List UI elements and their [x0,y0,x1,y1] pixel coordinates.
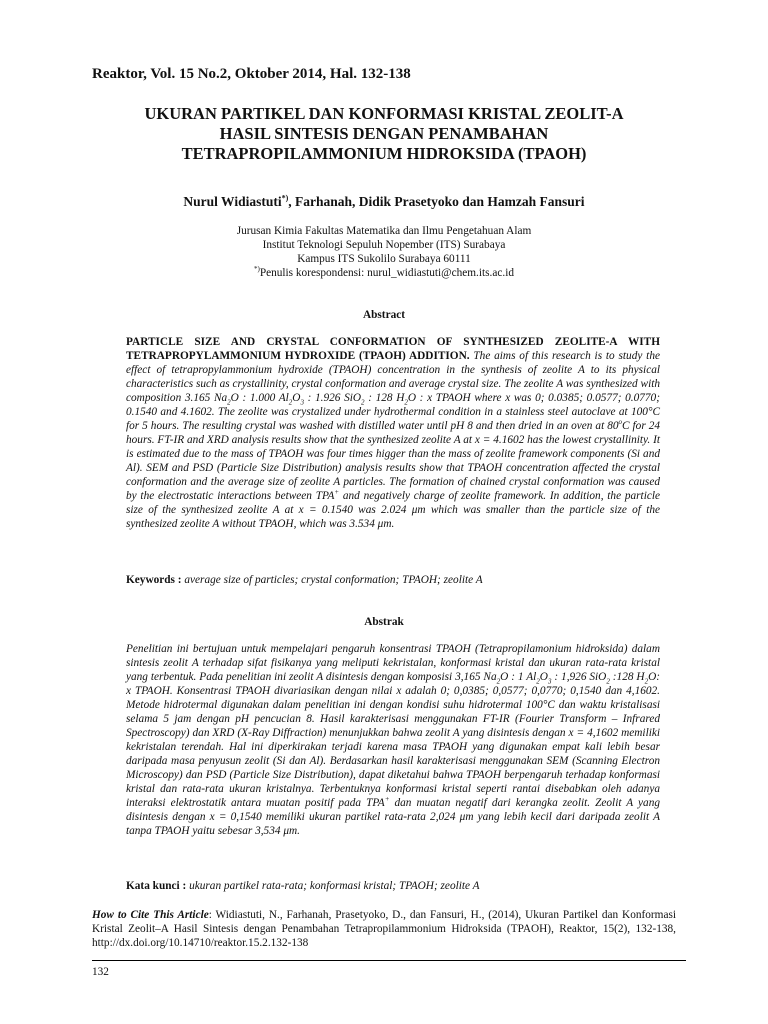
citation-label: How to Cite This Article [92,909,209,921]
kata-kunci [126,880,660,892]
keywords [126,574,660,586]
title-line-1: UKURAN PARTIKEL DAN KONFORMASI KRISTAL ZEOLIT-A [144,104,624,123]
abstrak-body [126,642,660,838]
kata-kunci-label: Kata kunci : [126,880,187,892]
first-author: Nurul Widiastuti [183,194,282,209]
author-list [92,194,676,210]
page-number: 132 [92,966,109,978]
other-authors: , Farhanah, Didik Prasetyoko dan Hamzah Fansuri [288,194,585,209]
title-line-3: TETRAPROPILAMMONIUM HIDROKSIDA (TPAOH) [181,144,587,163]
corresponding-author-email: Penulis korespondensi: nurul_widiastuti@chem.its.ac.id [259,267,515,279]
abstract-lead: PARTICLE SIZE AND CRYSTAL CONFORMATION OF SYNTHESIZED ZEOLITE-A WITH TETRAPROPYLAMMONIUM HYDROXIDE (TPAOH) ADDITION. [126,336,660,362]
kata-kunci-value: ukuran partikel rata-rata; konformasi kristal; TPAOH; zeolite A [186,880,480,892]
title-line-2: HASIL SINTESIS DENGAN PENAMBAHAN [219,124,549,143]
corresponding-author-mark: *) [253,265,260,274]
affiliation [92,224,676,280]
citation [92,908,676,950]
keywords-value: average size of particles; crystal conformation; TPAOH; zeolite A [181,574,483,586]
affiliation-line-3: Kampus ITS Sukolilo Surabaya 60111 [297,253,471,265]
abstract-heading: Abstract [362,309,406,321]
footer-divider [92,960,686,961]
abstrak-text: Penelitian ini bertujuan untuk mempelajari pengaruh konsentrasi TPAOH (Tetrapropilamonium hidroksida) dalam sintesis zeolit A terhadap sifat fisikanya yang meliputi kekristalan, konformasi kristal dan ukuran rata-rata kristal yang terbentuk. Pada penelitian ini zeolit A disintesis dengan komposisi 3,165 $Na_2O$ : 1 $Al_2O_3$ : 1,926 SiO$_2$ :128 $H_2O$: x TPAOH. Konsentrasi TPAOH divariasikan dengan nilai x adalah 0; 0,0385; 0,0577; 0,0770; 0,1540 dan 4,1602. Metode hidrotermal digunakan dalam penelitian ini dengan kondisi suhu hidrotermal 100°C dan waktu kristalisasi selama 5 jam dengan pH pencucian 8. Hasil karakterisasi menggunakan FT-IR (Fourier Transform – Infrared Spectroscopy) dan XRD (X-Ray Diffraction) menunjukkan bahwa zeolit A yang disintesis dengan x = 4,1602 memiliki kekristalan terendah. Hal ini diperkirakan terjadi karena masa TPAOH yang digunakan empat kali lebih besar daripada masa penyusun zeolit (Si dan Al). Berdasarkan hasil karakterisasi menggunakan SEM (Scanning Electron Microscopy) dan PSD (Particle Size Distribution), dapat diketahui bahwa TPAOH berpengaruh terhadap konformasi kristal dan rata-rata ukuran kristalnya. Terbentuknya konformasi kristal seperti rantai disebabkan oleh adanya interaksi elektrostatik antara muatan positif pada TPA+ dan muatan negatif dari kerangka zeolit. Zeolit A yang disintesis dengan x = 0,1540 memiliki ukuran partikel rata-rata 2,024 μm yang lebih kecil dari daripada zeolit A tanpa TPAOH yaitu sebesar 3,534 μm. [126,643,661,837]
corresponding-author [92,266,676,280]
corresponding-mark: *) [281,193,289,203]
affiliation-line-2: Institut Teknologi Sepuluh Nopember (ITS) Surabaya [262,239,506,251]
abstract-body [126,335,660,531]
citation-text: : Widiastuti, N., Farhanah, Prasetyoko, D., dan Fansuri, H., (2014), Ukuran Partikel dan Konformasi Kristal Zeolit–A Hasil Sintesis dengan Penambahan Tetrapropilammonium Hidroksida (TPAOH), Reaktor, 15(2), 132-138, http://dx.doi.org/10.14710/reaktor.15.2.132-138 [92,909,676,949]
abstract-text: The aims of this research is to study the effect of tetrapropylammonium hydroxide (TPAOH) concentration in the synthesis of zeolite A to its physical characteristics such as crystallinity, crystal conformation and average crystal size. The zeolite A was synthesized with composition 3.165 $Na_2O$ : 1.000 $Al_2O_3$ : 1.926 SiO$_2$ : 128 $H_2O$ : x TPAOH where x was 0; 0.0385; 0.0577; 0.0770; 0.1540 and 4.1602. The zeolite was crystalized under hydrothermal condition in a stainless steel autoclave at 100°C for 5 hours. The resulting crystal was washed with distilled water until pH 8 and then dried in an oven at 80$^o$C for 24 hours. FT-IR and XRD analysis results show that the synthesized zeolite A at x = 4.1602 has the lowest crystallinity. It is estimated due to the mass of TPAOH was four times higger than the mass of zeolite framework components (Si and Al). SEM and PSD (Particle Size Distribution) analysis results show that TPAOH concentration affected the crystal conformation and the average size of zeolite A particles. The formation of chained crystal conformation was caused by the electrostatic interactions between TPA+ and negatively charge of zeolite framework. In addition, the particle size of the synthesized zeolite A at x = 0.1540 was 2.024 μm which was smaller than the particle size of the synthesized zeolite A without TPAOH, which was 3.534 μm. [126,350,661,530]
paper-title [92,104,676,164]
abstrak-heading: Abstrak [364,616,404,628]
keywords-label: Keywords : [126,574,182,586]
affiliation-line-1: Jurusan Kimia Fakultas Matematika dan Ilmu Pengetahuan Alam [236,225,532,237]
journal-header: Reaktor, Vol. 15 No.2, Oktober 2014, Hal. 132-138 [92,66,411,82]
